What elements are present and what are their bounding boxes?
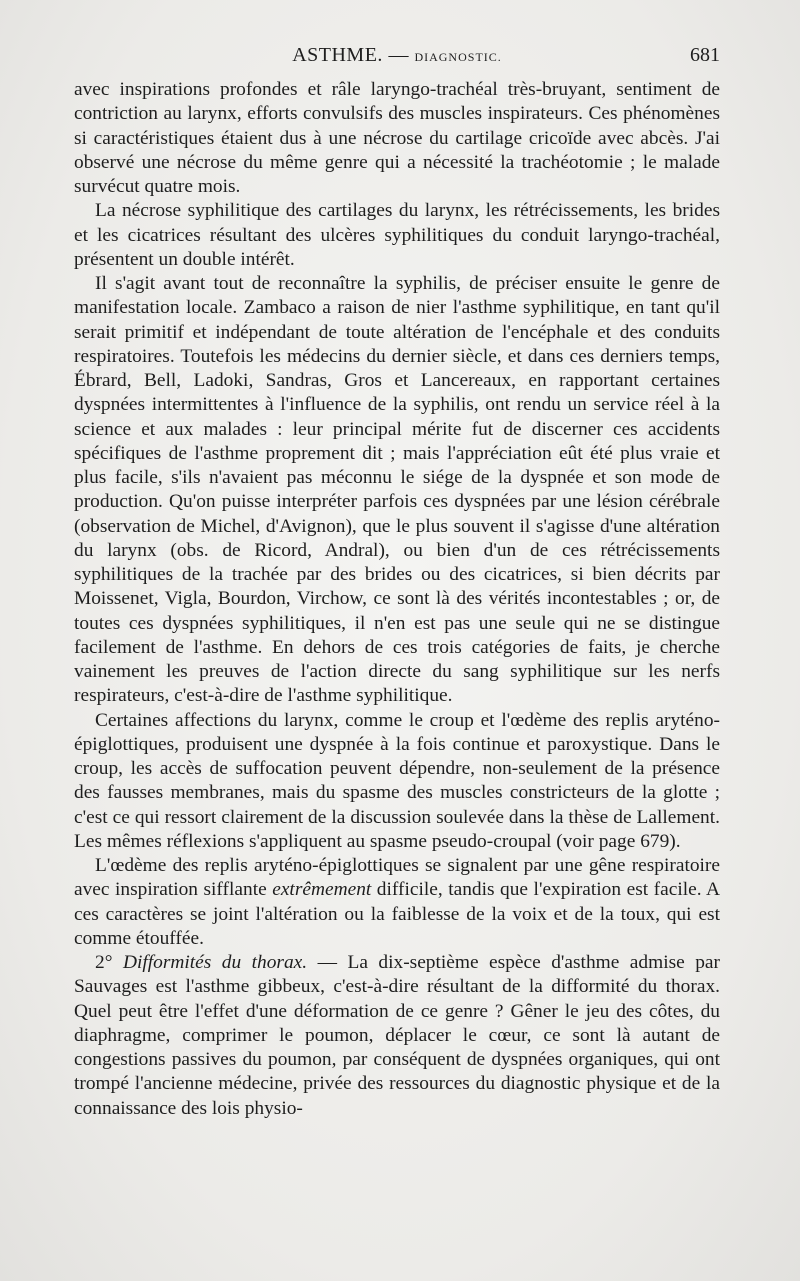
running-title-sub: DIAGNOSTIC.	[414, 50, 502, 64]
section-heading: Difformités du thorax.	[122, 952, 308, 973]
page-header	[74, 40, 720, 70]
paragraph-oedema	[74, 854, 720, 951]
running-title	[74, 44, 720, 67]
paragraph-syphilitic-necrosis: La nécrose syphilitique des cartilages du larynx, les rétrécissements, les brides et les cicatrices résultant des ulcères syphilitiques du conduit laryngo-trachéal, présentent un double intérêt.	[74, 200, 720, 270]
paragraph-croup: Certaines affections du larynx, comme le croup et l'œdème des replis aryténo-épiglottiques, produisent une dyspnée à la fois continue et paroxystique. Dans le croup, les accès de suffocation peuvent dépendre, non-seulement de la présence des fausses membranes, mais du spasme des muscles constricteurs de la glotte ; c'est ce qui ressort clairement de la discussion soulevée dans la thèse de Lallement. Les mêmes réflexions s'appliquent au spasme pseudo-croupal (voir page 679).	[74, 709, 720, 852]
running-title-main: ASTHME.	[292, 44, 383, 66]
running-title-dash: —	[388, 44, 409, 66]
section-number: 2°	[95, 952, 113, 973]
body-text	[74, 78, 720, 1121]
page-number: 681	[690, 44, 720, 66]
thorax-text: — La dix-septième espèce d'asthme admise par Sauvages est l'asthme gibbeux, c'est-à-dire résultant de la difformité du thorax. Quel peut être l'effet d'une déformation de ce genre ? Gêner le jeu des côtes, du diaphragme, comprimer le poumon, déplacer le cœur, ce sont là autant de congestions passives du poumon, par conséquent de dyspnées organiques, qui ont trompé l'ancienne médecine, privée des ressources du diagnostic physique et de la connaissance des lois physio-	[74, 952, 720, 1119]
emphasis-extremement: extrêmement	[272, 879, 372, 901]
paragraph-syphilis-diagnosis: Il s'agit avant tout de reconnaître la syphilis, de préciser ensuite le genre de manifestation locale. Zambaco a raison de nier l'asthme syphilitique, en tant qu'il serait primitif et indépendant de toute altération de l'encéphale et des conduits respiratoires. Toutefois les médecins du dernier siècle, et dans ces derniers temps, Ébrard, Bell, Ladoki, Sandras, Gros et Lancereaux, en rapportant certaines dyspnées intermittentes à l'influence de la syphilis, ont rendu un service réel à la science et aux malades : leur principal mérite fut de discerner ces accidents spécifiques de l'asthme proprement dit ; mais l'appréciation eût été plus vraie et plus facile, s'ils n'avaient pas méconnu le siége de la dyspnée et son mode de production. Qu'on puisse interpréter parfois ces dyspnées par une lésion cérébrale (observation de Michel, d'Avignon), que le plus souvent il s'agisse d'une altération du larynx (obs. de Ricord, Andral), ou bien d'un de ces rétrécissements syphilitiques de la trachée par des brides ou des cicatrices, si bien décrits par Moissenet, Vigla, Bourdon, Virchow, ce sont là des vérités incontestables ; or, de toutes ces dyspnées syphilitiques, il n'en est pas une seule qui ne se distingue facilement de l'asthme. En dehors de ces trois catégories de faits, je cherche vainement les preuves de l'action directe du sang syphilitique sur les nerfs respirateurs, c'est-à-dire de l'asthme syphilitique.	[74, 273, 720, 707]
paragraph-thorax-deformities	[74, 951, 720, 1121]
paragraph-continued: avec inspirations profondes et râle laryngo-trachéal très-bruyant, sentiment de contriction au larynx, efforts convulsifs des muscles inspirateurs. Ces phénomènes si caractéristiques étaient dus à une nécrose du cartilage cricoïde avec abcès. J'ai observé une nécrose du même genre qui a nécessité la trachéotomie ; le malade survécut quatre mois.	[74, 79, 720, 197]
oedema-text-end: difficile, tandis que l'expiration est facile. A ces caractères se joint l'altération ou la faiblesse de la voix et de la toux, qui est comme étouffée.	[74, 879, 721, 949]
oedema-text-start: L'œdème des replis aryténo-épiglottiques se signalent par une gêne respiratoire avec inspiration sifflante	[74, 855, 720, 901]
